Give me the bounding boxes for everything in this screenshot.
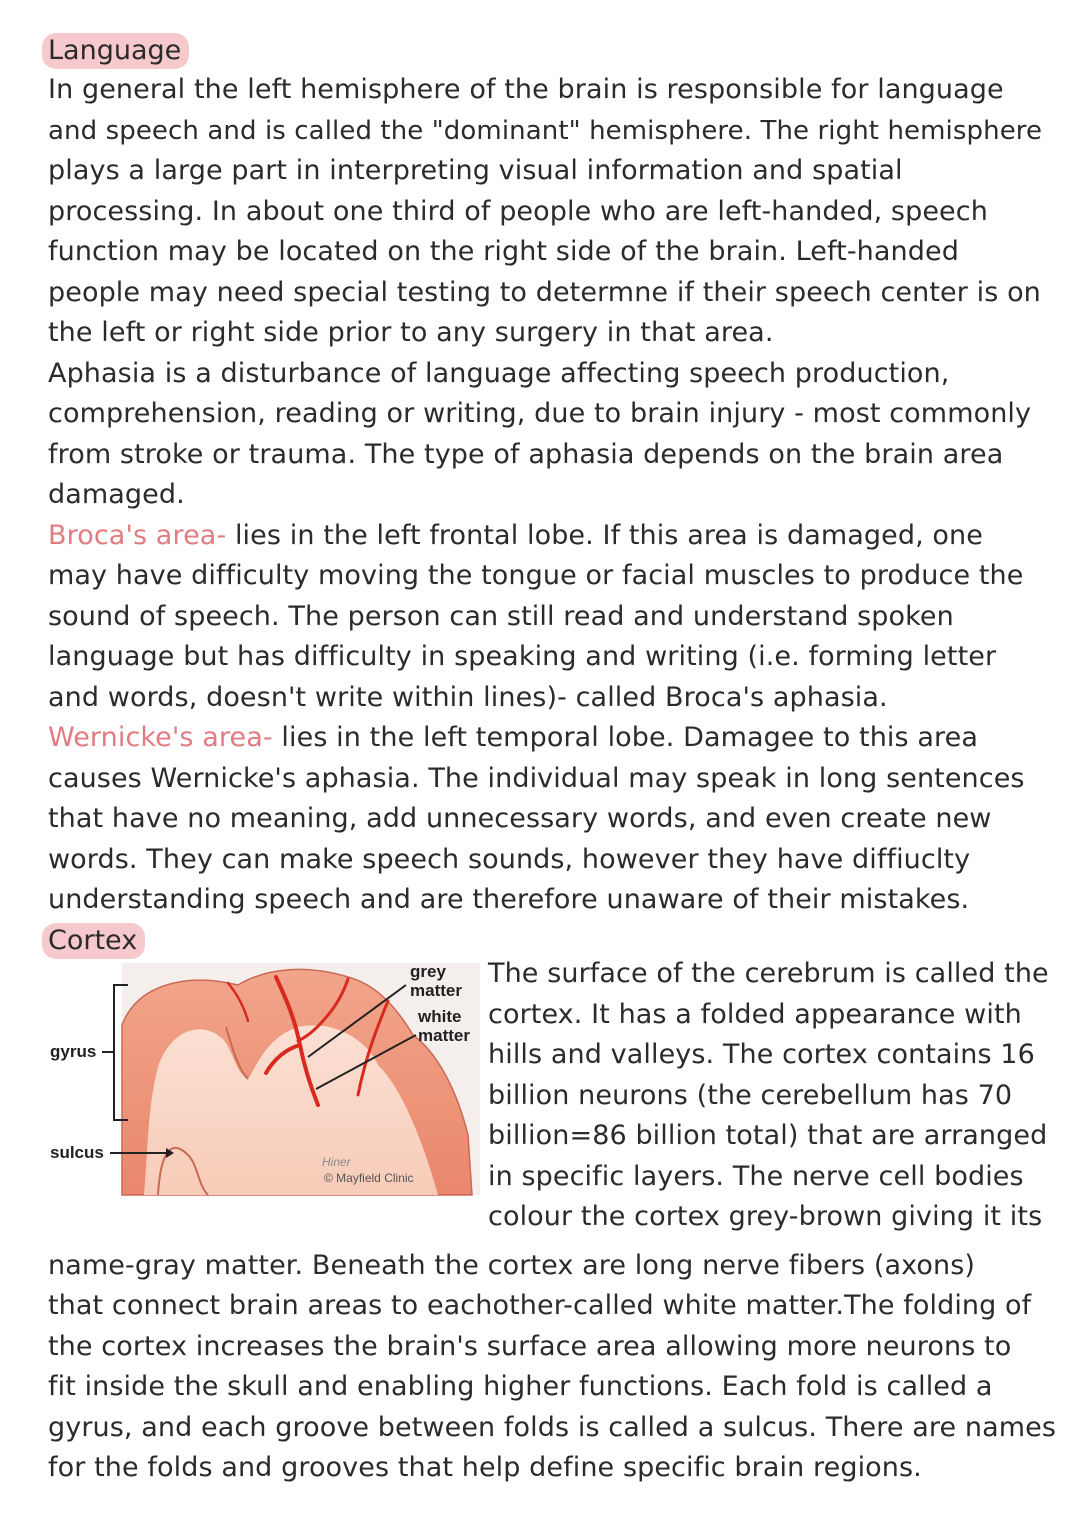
label-sulcus: sulcus: [50, 1143, 104, 1162]
text-line: function may be located on the right side of the brain. Left-handed: [48, 236, 959, 267]
label-grey-matter: grey matter: [410, 962, 462, 1000]
text-line: hills and valleys. The cortex contains 16: [488, 1039, 1035, 1070]
text-line: processing. In about one third of people who are left-handed, speech: [48, 196, 988, 227]
text-line: from stroke or trauma. The type of aphasia depends on the brain area: [48, 439, 1004, 470]
label-gyrus: gyrus: [50, 1042, 97, 1061]
broca-line: [48, 516, 983, 556]
text-line: In general the left hemisphere of the brain is responsible for language: [48, 74, 1004, 105]
broca-term: Broca's area-: [48, 520, 227, 551]
text-line: in specific layers. The nerve cell bodies: [488, 1161, 1024, 1192]
text-line: and words, doesn't write within lines)- called Broca's aphasia.: [48, 682, 888, 713]
text-line: for the folds and grooves that help define specific brain regions.: [48, 1452, 922, 1483]
image-credit: © Mayfield Clinic: [324, 1171, 414, 1185]
text-line: gyrus, and each groove between folds is called a sulcus. There are names: [48, 1412, 1057, 1443]
text-line: billion=86 billion total) that are arranged: [488, 1120, 1048, 1151]
text-line: the left or right side prior to any surgery in that area.: [48, 317, 774, 348]
text-line: and speech and is called the "dominant" hemisphere. The right hemisphere: [48, 116, 1043, 146]
section-heading-cortex: Cortex: [42, 923, 145, 959]
illustrator-signature: Hiner: [322, 1155, 351, 1169]
text-line: Aphasia is a disturbance of language affecting speech production,: [48, 358, 950, 389]
text-line: colour the cortex grey-brown giving it its: [488, 1201, 1043, 1232]
text-line: that connect brain areas to eachother-called white matter.The folding of: [48, 1290, 1032, 1321]
text-line: language but has difficulty in speaking and writing (i.e. forming letter: [48, 641, 997, 672]
text-line: The surface of the cerebrum is called the: [488, 958, 1049, 989]
text-line: billion neurons (the cerebellum has 70: [488, 1080, 1013, 1111]
label-white-matter: white matter: [418, 1007, 470, 1045]
section-heading-language: Language: [42, 33, 189, 69]
text-line: plays a large part in interpreting visual information and spatial: [48, 155, 903, 186]
text-line: damaged.: [48, 479, 185, 510]
cortex-diagram: [48, 955, 480, 1197]
text-line: name-gray matter. Beneath the cortex are long nerve fibers (axons): [48, 1250, 976, 1281]
text-line: that have no meaning, add unnecessary words, and even create new: [48, 803, 992, 834]
text-line: comprehension, reading or writing, due to brain injury - most commonly: [48, 398, 1032, 429]
wernicke-line: [48, 718, 978, 758]
text-line: sound of speech. The person can still read and understand spoken: [48, 601, 954, 632]
text-line: people may need special testing to determne if their speech center is on: [48, 277, 1041, 308]
text-line: causes Wernicke's aphasia. The individual may speak in long sentences: [48, 763, 1025, 794]
text-line: cortex. It has a folded appearance with: [488, 999, 1022, 1030]
text-line: words. They can make speech sounds, however they have diffiuclty: [48, 844, 971, 875]
text-line: understanding speech and are therefore unaware of their mistakes.: [48, 884, 970, 915]
broca-text: lies in the left frontal lobe. If this area is damaged, one: [226, 520, 983, 551]
wernicke-term: Wernicke's area-: [48, 722, 273, 753]
text-line: fit inside the skull and enabling higher functions. Each fold is called a: [48, 1371, 993, 1402]
wernicke-text: lies in the left temporal lobe. Damagee to this area: [272, 722, 978, 753]
text-line: may have difficulty moving the tongue or facial muscles to produce the: [48, 560, 1024, 591]
text-line: the cortex increases the brain's surface area allowing more neurons to: [48, 1331, 1012, 1362]
